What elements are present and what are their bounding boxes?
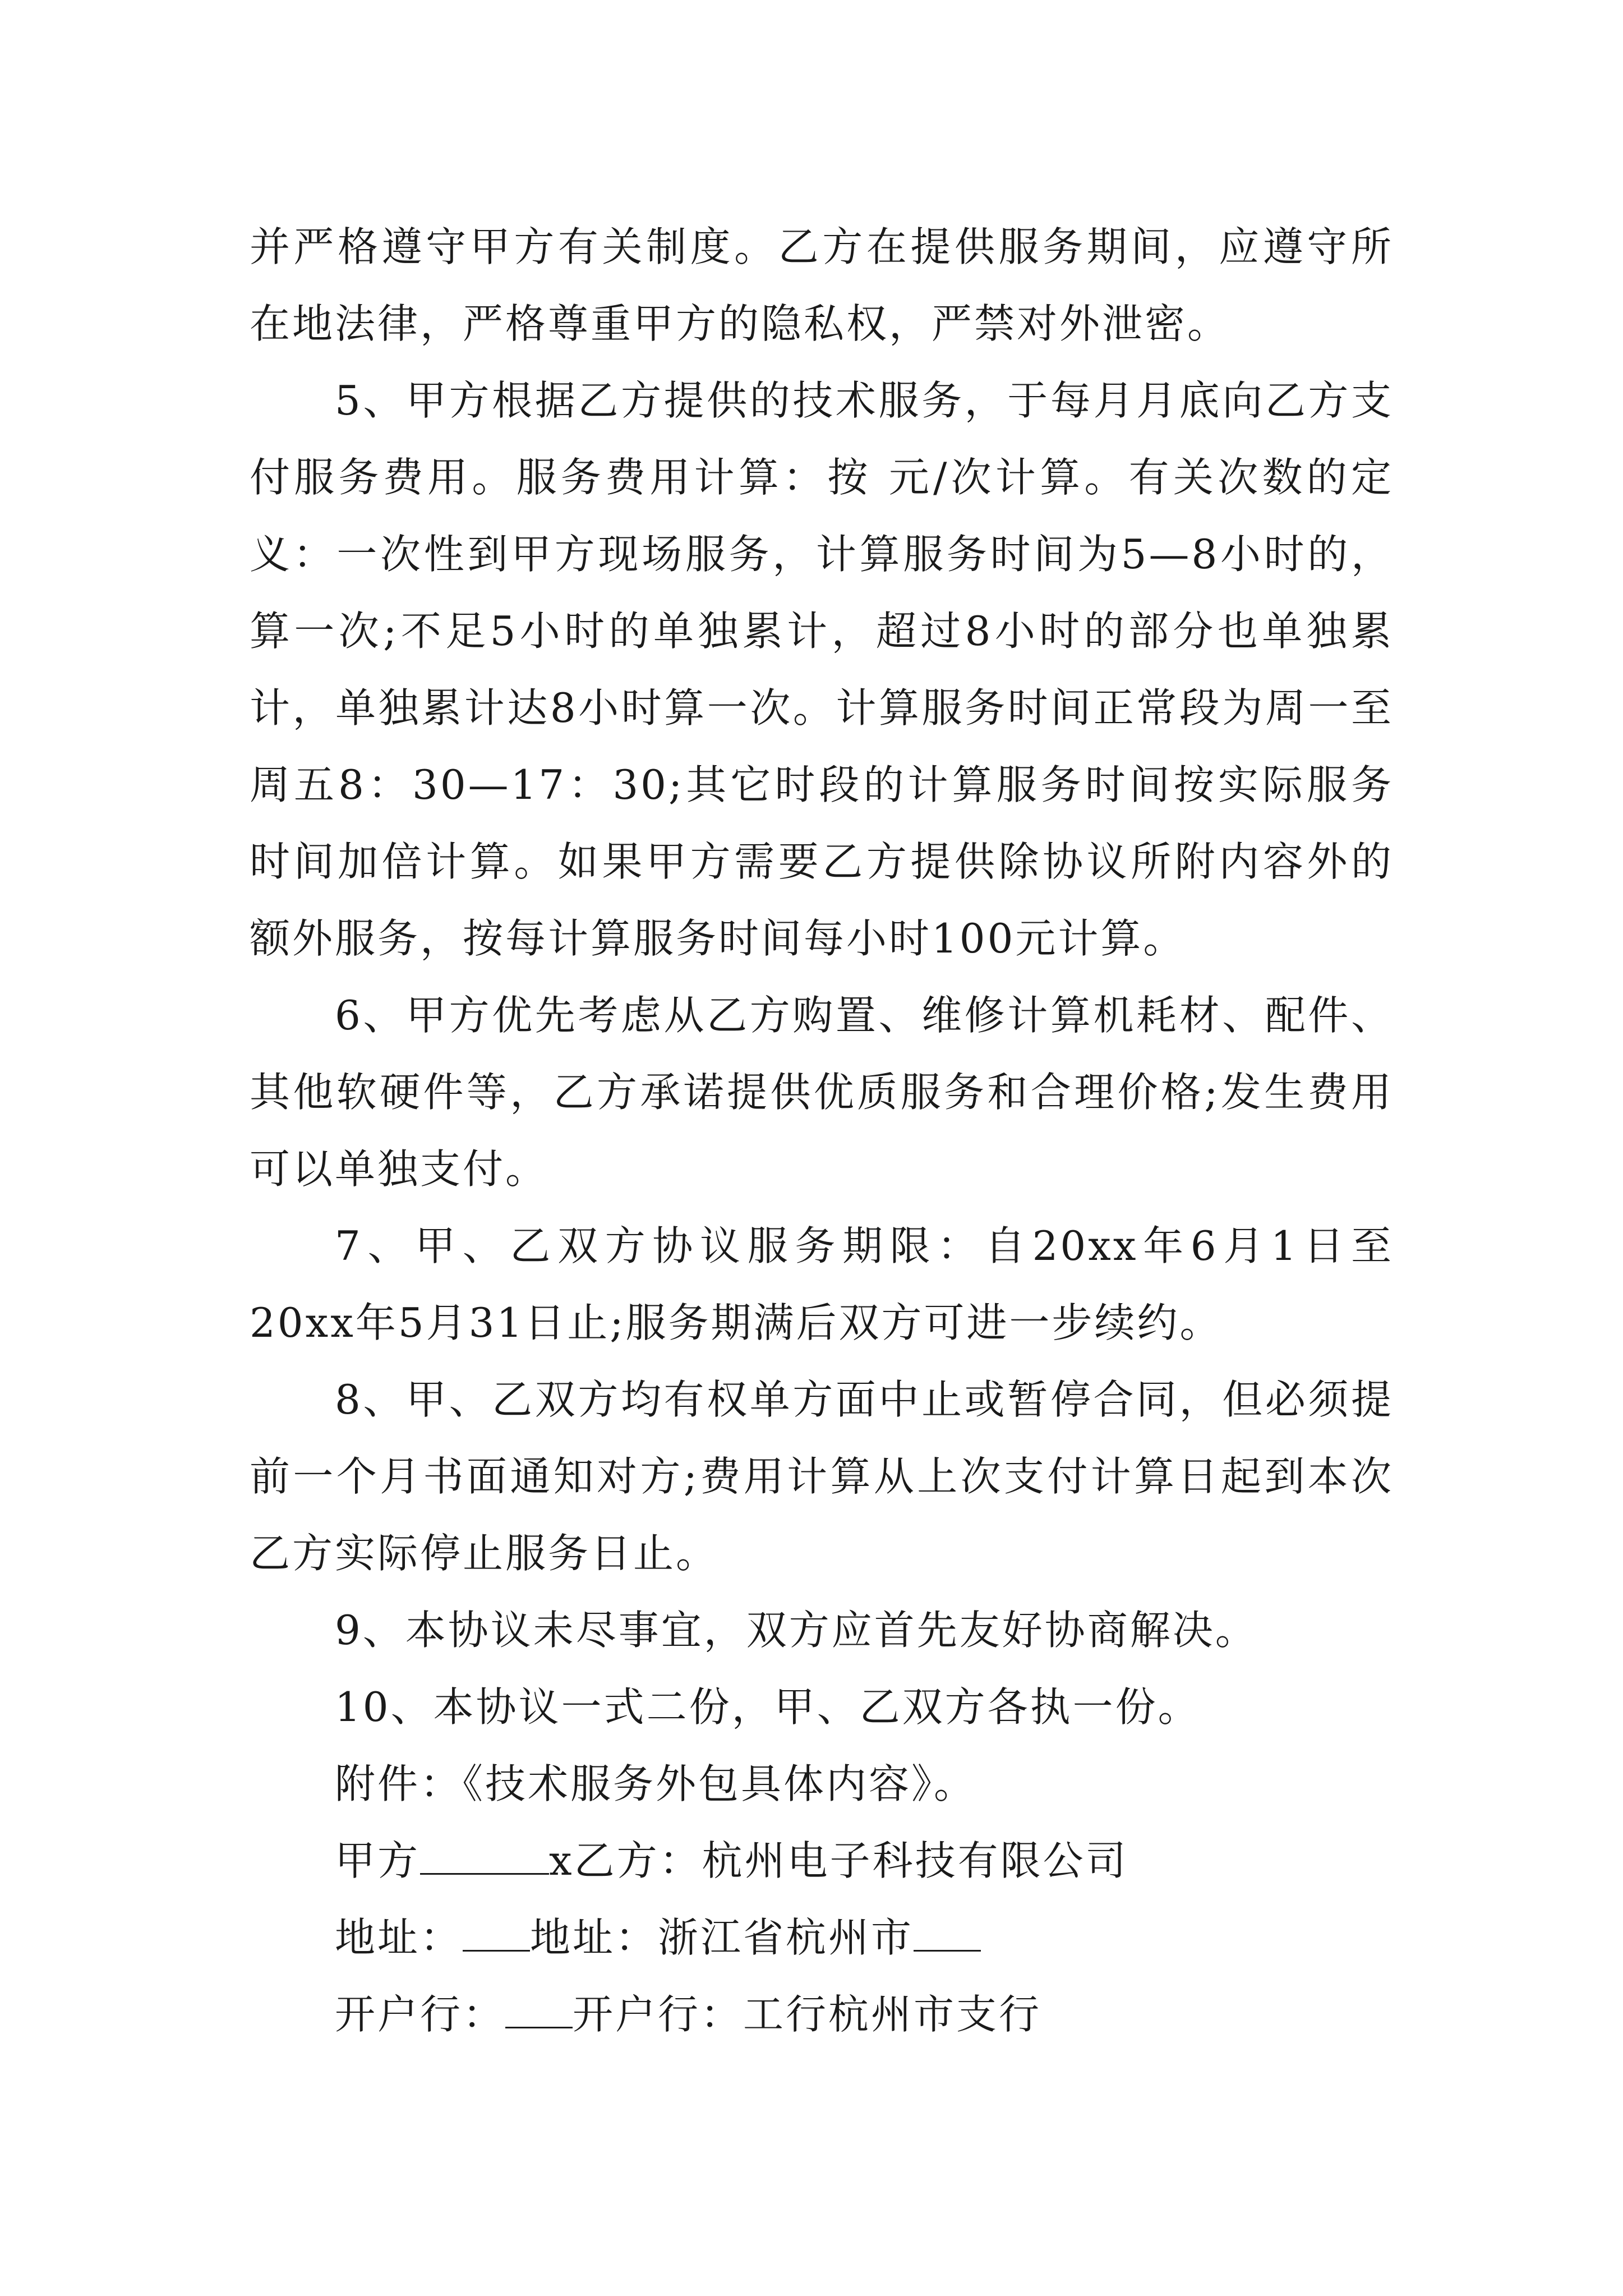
signature-bank-line: [250, 1976, 1394, 2053]
paragraph-6: 6、甲方优先考虑从乙方购置、维修计算机耗材、配件、其他软硬件等，乙方承诺提供优质服务和合理价格;发生费用可以单独支付。: [250, 992, 1394, 1193]
paragraph-7: 7、甲、乙双方协议服务期限：自20xx年6月1日至20xx年5月31日止;服务期满后双方可进一步续约。: [250, 1222, 1394, 1346]
party-a-label: 甲方: [335, 1837, 421, 1884]
attachment-line: 附件：《技术服务外包具体内容》。: [335, 1760, 977, 1807]
address-b-blank: [914, 1916, 981, 1952]
address-a-label: 地址：: [335, 1914, 463, 1961]
paragraph-5: 5、甲方根据乙方提供的技术服务，于每月月底向乙方支付服务费用。服务费用计算：按 元/次计算。有关次数的定义：一次性到甲方现场服务，计算服务时间为5—8小时的，算一次;不足5小时的单独累计，超过8小时的部分也单独累计，单独累计达8小时算一次。计算服务时间正常段为周一至周五8：30—17：30;其它时段的计算服务时间按实际服务时间加倍计算。如果甲方需要乙方提供除协议所附内容外的额外服务，按每计算服务时间每小时100元计算。: [250, 377, 1394, 962]
paragraph-8: 8、甲、乙双方均有权单方面中止或暂停合同，但必须提前一个月书面通知对方;费用计算从上次支付计算日起到本次乙方实际停止服务日止。: [250, 1376, 1394, 1577]
bank-a-label: 开户行：: [335, 1991, 506, 2038]
bank-a-blank: [505, 1993, 573, 2028]
party-a-blank: [420, 1839, 549, 1875]
paragraph-9: 9、本协议未尽事宜，双方应首先友好协商解决。: [335, 1607, 1258, 1654]
address-b: 地址：浙江省杭州市: [530, 1914, 914, 1961]
document-body: [250, 209, 1394, 2053]
paragraph-10: 10、本协议一式二份，甲、乙双方各执一份。: [335, 1683, 1201, 1731]
party-a-suffix: x: [549, 1837, 574, 1884]
party-b-name: 乙方：杭州电子科技有限公司: [574, 1837, 1128, 1884]
signature-address-line: [250, 1899, 1394, 1976]
bank-b: 开户行：工行杭州市支行: [573, 1991, 1042, 2038]
paragraph-continuation: 并严格遵守甲方有关制度。乙方在提供服务期间，应遵守所在地法律，严格尊重甲方的隐私权，严禁对外泄密。: [250, 223, 1394, 347]
address-a-blank: [463, 1916, 530, 1952]
signature-party-line: [250, 1823, 1394, 1899]
